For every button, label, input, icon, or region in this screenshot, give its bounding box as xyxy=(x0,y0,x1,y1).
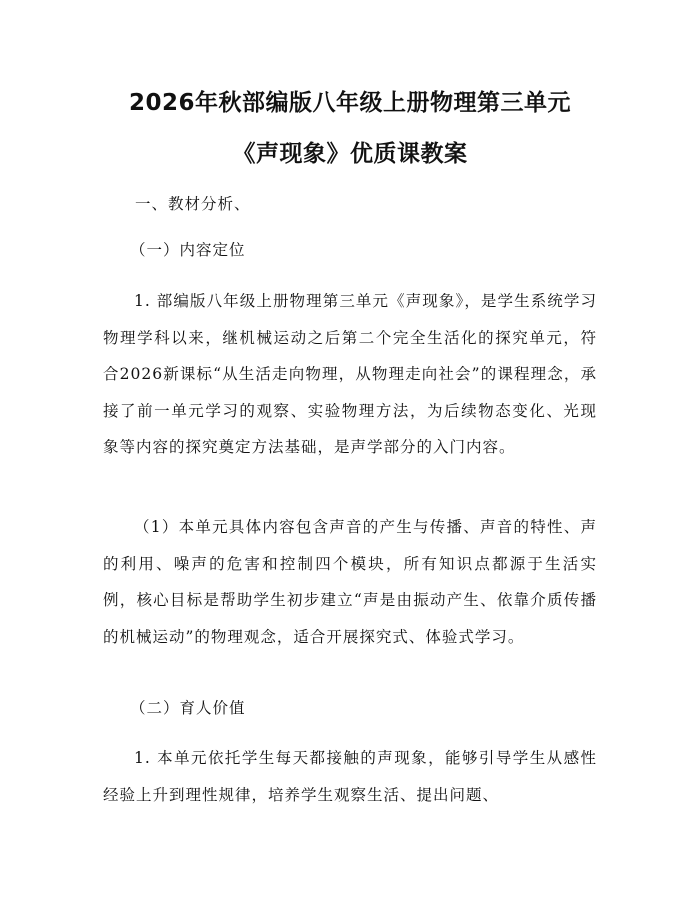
paragraph-educational-value: 1. 本单元依托学生每天都接触的声现象，能够引导学生从感性经验上升到理性规律，培养学生观察生活、提出问题、 xyxy=(103,749,597,804)
paragraph-unit-overview: 1. 部编版八年级上册物理第三单元《声现象》，是学生系统学习物理学科以来，继机械运动之后第二个完全生活化的探究单元，符合2026新课标“从生活走向物理，从物理走向社会”的课程理念，承接了前一单元学习的观察、实验物理方法，为后续物态变化、光现象等内容的探究奠定方法基础，是声学部分的入门内容。 xyxy=(103,292,597,456)
paragraph-unit-content: （1）本单元具体内容包含声音的产生与传播、声音的特性、声的利用、噪声的危害和控制四个模块，所有知识点都源于生活实例，核心目标是帮助学生初步建立“声是由振动产生、依靠介质传播的机械运动”的物理观念，适合开展探究式、体验式学习。 xyxy=(103,518,597,646)
document-title-line-1: 2026年秋部编版八年级上册物理第三单元 xyxy=(128,90,571,116)
subsection-heading-content-positioning: （一）内容定位 xyxy=(130,241,246,259)
section-heading-teaching-material-analysis: 一、教材分析、 xyxy=(135,195,251,213)
document-title-line-2: 《声现象》优质课教案 xyxy=(232,141,468,167)
subsection-heading-educational-value: （二）育人价值 xyxy=(130,699,246,717)
